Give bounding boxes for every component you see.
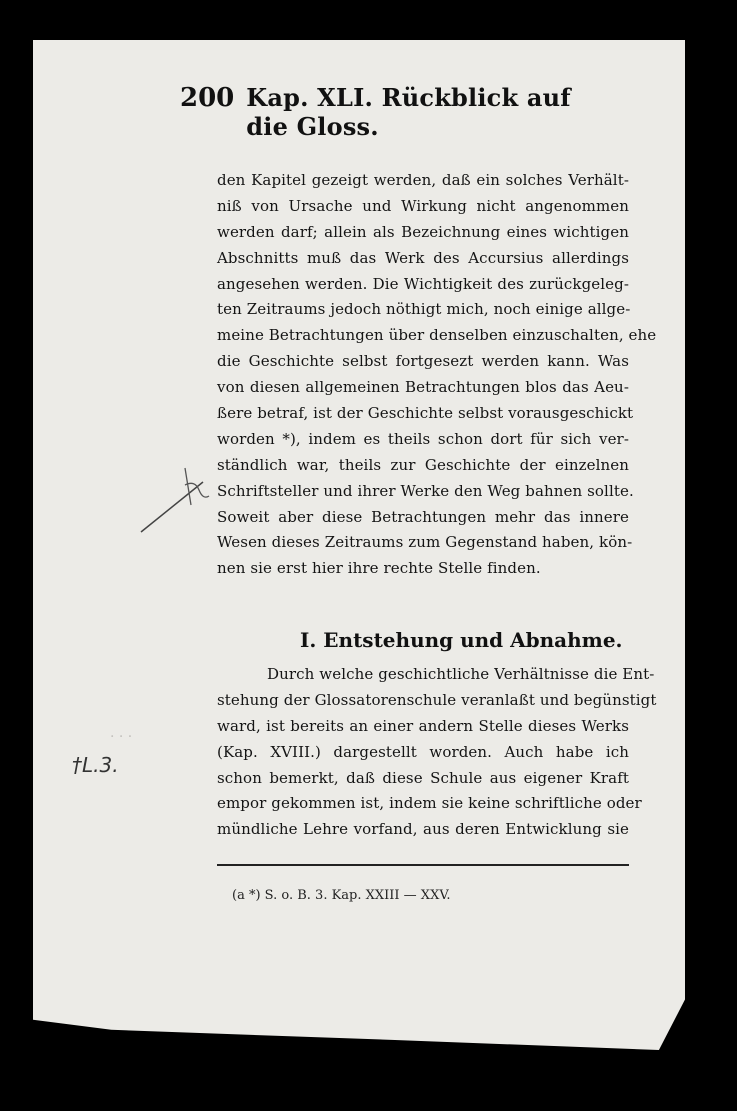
running-title: Kap. XLI. Rückblick auf die Gloss. <box>246 83 571 141</box>
text-line: ständlich war, theils zur Geschichte der einzelnen <box>217 455 629 474</box>
text-line: Durch welche geschichtliche Verhältnisse die Ent- <box>267 665 655 683</box>
text-line: werden darf; allein als Bezeichnung eines wichtigen <box>217 222 629 241</box>
text-line: den Kapitel gezeigt werden, daß ein solches Verhält- <box>217 171 629 189</box>
text-line: ten Zeitraums jedoch nöthigt mich, noch einige allge- <box>217 300 631 319</box>
pencil-annotation-mark <box>133 460 223 540</box>
text-line: die Geschichte selbst fortgesezt werden kann. Was <box>217 352 629 371</box>
footnote-rule <box>217 864 629 866</box>
section-heading: I. Entstehung und Abnahme. <box>300 628 623 652</box>
section-paragraph <box>217 662 657 843</box>
text-line: Schriftsteller und ihrer Werke den Weg bahnen sollte. <box>217 481 634 500</box>
text-line: ßere betraf, ist der Geschichte selbst vorausgeschickt <box>217 404 634 423</box>
text-line: Wesen dieses Zeitraums zum Gegenstand haben, kön- <box>217 533 633 552</box>
text-line: ward, ist bereits an einer andern Stelle dieses Werks <box>217 716 629 735</box>
text-line: nen sie erst hier ihre rechte Stelle finden. <box>217 559 541 578</box>
bleed-through-text: · · · <box>110 729 133 745</box>
text-line: Soweit aber diese Betrachtungen mehr das innere <box>217 507 629 526</box>
margin-annotation: †L.3. <box>72 753 119 777</box>
text-line: meine Betrachtungen über denselben einzuschalten, ehe <box>217 326 657 345</box>
text-line: niß von Ursache und Wirkung nicht angenommen <box>217 196 629 215</box>
text-line: angesehen werden. Die Wichtigkeit des zurückgeleg- <box>217 274 629 293</box>
page-number: 200 <box>180 83 235 113</box>
text-line: empor gekommen ist, indem sie keine schriftliche oder <box>217 794 642 813</box>
text-line: (Kap. XVIII.) dargestellt worden. Auch habe ich <box>217 742 629 761</box>
text-line: stehung der Glossatorenschule veranlaßt und begünstigt <box>217 690 657 709</box>
text-line: mündliche Lehre vorfand, aus deren Entwicklung sie <box>217 820 629 839</box>
running-header <box>180 83 620 141</box>
text-line: von diesen allgemeinen Betrachtungen blos das Aeu- <box>217 378 629 397</box>
text-line: schon bemerkt, daß diese Schule aus eigener Kraft <box>217 768 629 787</box>
text-line: Abschnitts muß das Werk des Accursius allerdings <box>217 248 629 267</box>
footnote: (a *) S. o. B. 3. Kap. XXIII — XXV. <box>232 888 451 903</box>
text-line: worden *), indem es theils schon dort für sich ver- <box>217 429 629 448</box>
body-paragraph <box>217 168 657 582</box>
